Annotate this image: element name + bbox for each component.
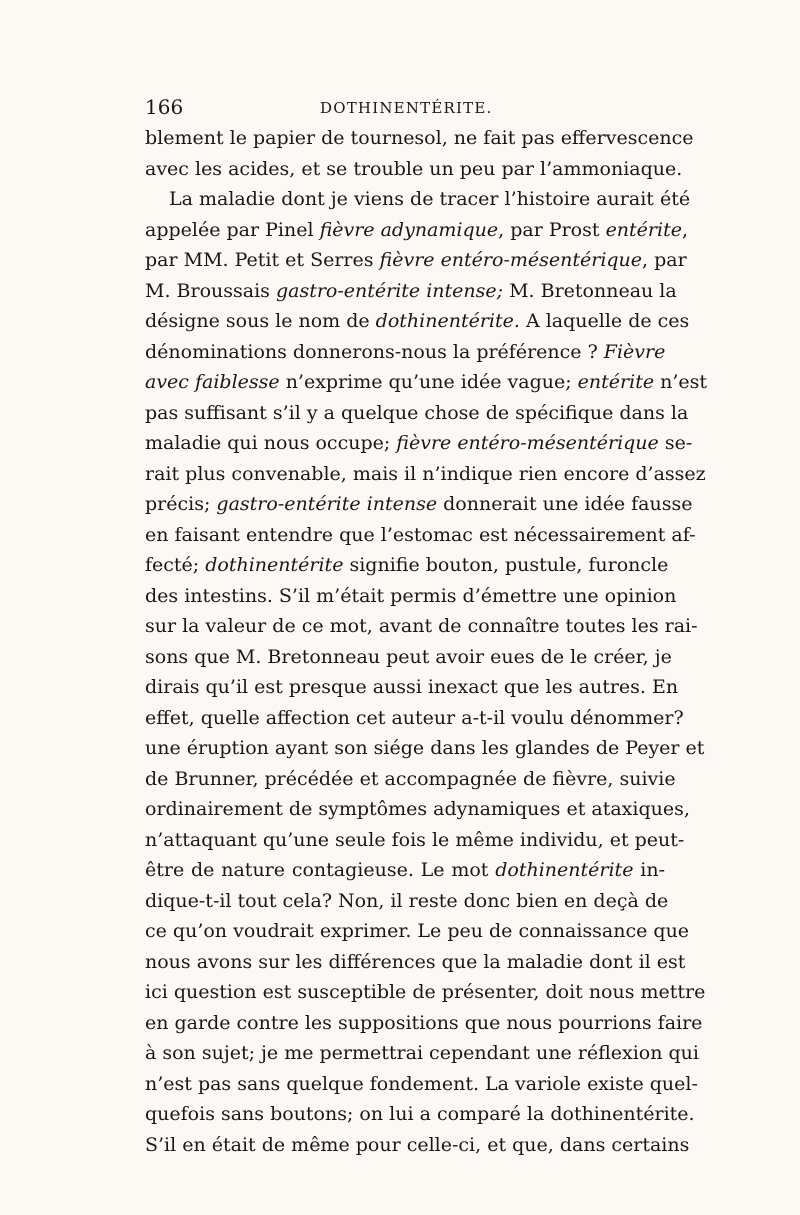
text-line — [145, 611, 698, 642]
text-line — [145, 520, 696, 551]
text-line — [145, 977, 706, 1008]
text-line — [145, 672, 679, 703]
text-line — [145, 1130, 690, 1161]
text-line — [145, 916, 690, 947]
text-line — [145, 703, 684, 734]
text-line — [145, 1069, 698, 1100]
text-line — [145, 489, 693, 520]
text-run: ordinairement de symptômes adynamiques et ataxiques, — [145, 798, 690, 820]
text-line — [145, 184, 691, 215]
italic-text-run: fièvre adynamique — [319, 218, 499, 241]
text-run: à son sujet; je me permettrai cependant une réflexion qui — [145, 1042, 699, 1064]
text-run: fecté; — [145, 554, 206, 576]
text-run: ce qu’on voudrait exprimer. Le peu de connaissance que — [145, 920, 690, 942]
text-run: par MM. Petit et Serres — [145, 249, 380, 271]
text-run: effet, quelle affection cet auteur a-t-il voulu dénommer? — [145, 706, 684, 729]
body-text — [145, 123, 708, 1160]
text-run: ici question est susceptible de présenter, doit nous mettre — [145, 981, 706, 1003]
text-line — [145, 855, 665, 886]
text-run: in- — [633, 859, 665, 881]
text-run: être de nature contagieuse. Le mot — [145, 859, 496, 881]
text-run: La maladie dont je viens de tracer l’histoire aurait été — [169, 188, 691, 210]
text-run: signifie bouton, pustule, furoncle — [343, 554, 669, 576]
italic-text-run: avec faiblesse — [145, 371, 280, 393]
text-run: en faisant entendre que l’estomac est nécessairement af- — [145, 523, 696, 546]
text-run: M. Bretonneau la — [503, 279, 677, 302]
text-run: n’exprime qu’une idée vague; — [279, 371, 578, 393]
text-run: avec les acides, et se trouble un peu par l’ammoniaque. — [145, 157, 683, 180]
italic-text-run: dothinentérite. — [375, 310, 520, 332]
text-run: nous avons sur les différences que la maladie dont il est — [145, 950, 686, 973]
text-line — [145, 764, 676, 795]
text-run: n’est pas sans quelque fondement. La variole existe quel- — [145, 1072, 698, 1095]
text-line — [145, 733, 705, 764]
text-run: quefois sans boutons; on lui a comparé la dothinentérite. — [145, 1103, 695, 1125]
text-run: donnerait une idée fausse — [437, 493, 693, 515]
text-line — [145, 1038, 699, 1069]
italic-text-run: entérite — [577, 371, 655, 393]
page-number: 166 — [145, 95, 184, 119]
text-run: une éruption ayant son siége dans les glandes de Peyer et — [145, 737, 705, 759]
text-run: sons que M. Bretonneau peut avoir eues de le créer, je — [145, 645, 672, 668]
text-run: blement le papier de tournesol, ne fait pas effervescence — [145, 127, 694, 149]
text-line — [145, 154, 683, 185]
italic-text-run: dothinentérite — [205, 554, 344, 576]
text-line — [145, 398, 689, 429]
italic-text-run: gastro-entérite intense; — [275, 279, 504, 302]
text-line — [145, 581, 677, 612]
text-line — [145, 947, 686, 978]
text-line — [145, 306, 690, 337]
text-run: , par — [642, 249, 687, 271]
italic-text-run: entérite — [605, 218, 682, 241]
running-title: DOTHINENTÉRITE. — [320, 99, 493, 117]
text-run: en garde contre les suppositions que nous pourrions faire — [145, 1011, 703, 1034]
text-run: sur la valeur de ce mot, avant de connaître toutes les rai- — [145, 615, 698, 637]
text-line — [145, 886, 669, 917]
text-run: précis; — [145, 493, 217, 515]
text-line — [145, 794, 690, 825]
italic-text-run: dothinentérite — [495, 859, 634, 881]
text-line — [145, 276, 677, 307]
text-run: dique-t-il tout cela? Non, il reste donc bien en deçà de — [145, 889, 669, 912]
text-line — [145, 1008, 703, 1039]
text-line — [145, 459, 706, 490]
text-run: dirais qu’il est presque aussi inexact que les autres. En — [145, 676, 679, 698]
text-run: M. Broussais — [145, 279, 276, 302]
text-run: S’il en était de même pour celle-ci, et que, dans certains — [145, 1133, 690, 1156]
text-line — [145, 123, 694, 154]
italic-text-run: gastro-entérite intense — [216, 493, 438, 515]
text-line — [145, 1099, 695, 1130]
italic-text-run: fièvre entéro-mésentérique — [396, 432, 659, 454]
page-header — [145, 95, 665, 119]
text-run: n’attaquant qu’une seule fois le même individu, et peut- — [145, 828, 685, 851]
text-line — [145, 245, 687, 276]
text-run: , — [681, 218, 689, 241]
text-run: n’est — [654, 371, 708, 393]
text-line — [145, 367, 708, 398]
text-line — [145, 825, 685, 856]
text-run: désigne sous le nom de — [145, 310, 376, 332]
text-line — [145, 550, 669, 581]
text-run: A laquelle de ces — [519, 310, 690, 332]
text-line — [145, 428, 693, 459]
text-line — [145, 337, 665, 368]
text-run: des intestins. S’il m’était permis d’émettre une opinion — [145, 584, 677, 607]
text-run: maladie qui nous occupe; — [145, 432, 397, 454]
text-run: rait plus convenable, mais il n’indique rien encore d’assez — [145, 462, 706, 485]
text-line — [145, 215, 689, 246]
text-line — [145, 642, 672, 673]
italic-text-run: fièvre entéro-mésentérique — [379, 249, 643, 271]
text-run: se- — [658, 432, 693, 454]
text-run: pas suffisant s’il y a quelque chose de spécifique dans la — [145, 401, 689, 424]
text-run: appelée par Pinel — [145, 218, 320, 241]
text-run: dénominations donnerons-nous la préférence ? — [145, 340, 604, 363]
text-run: de Brunner, précédée et accompagnée de fièvre, suivie — [145, 767, 676, 790]
text-run: , par Prost — [498, 218, 606, 241]
italic-text-run: Fièvre — [603, 340, 666, 363]
